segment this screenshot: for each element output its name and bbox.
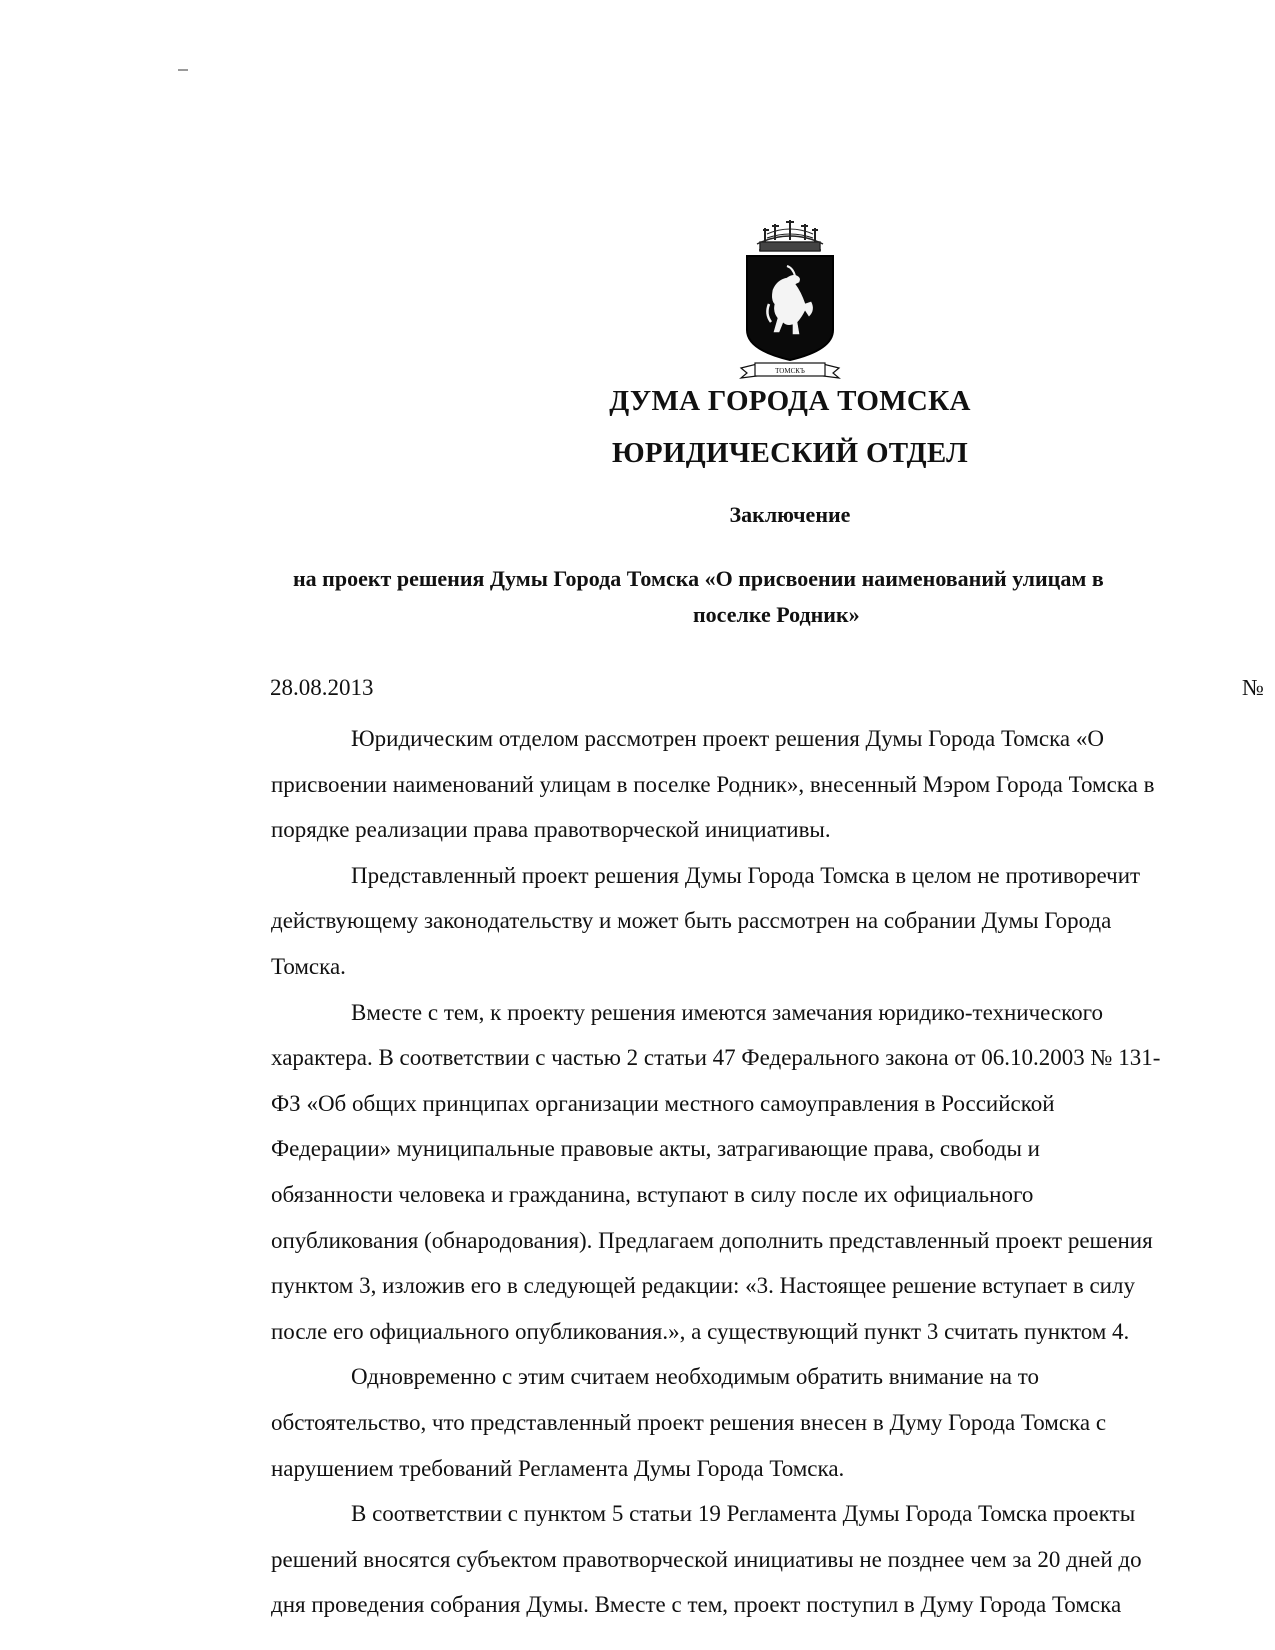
tomsk-coat-of-arms-emblem [735,218,845,381]
emblem-motto: ТОМСКЪ [775,367,805,375]
scan-speck [178,69,188,71]
body-line: ФЗ «Об общих принципах организации местного самоуправления в Российской [271,1090,1055,1116]
body-line: решений вносятся субъектом правотворческой инициативы не позднее чем за 20 дней до [271,1546,1142,1572]
body-line: Представленный проект решения Думы Города Томска в целом не противоречит [351,862,1141,888]
document-date: 28.08.2013 [270,675,374,700]
subject-line: поселке Родник» [693,602,860,627]
body-line: нарушением требований Регламента Думы Города Томска. [271,1455,845,1481]
subject-line: на проект решения Думы Города Томска «О присвоении наименований улицам в [293,566,1104,591]
department-name: ЮРИДИЧЕСКИЙ ОТДЕЛ [611,437,969,469]
body-line: присвоении наименований улицам в поселке Родник», внесенный Мэром Города Томска в [271,771,1155,797]
document-body [271,716,1275,1628]
body-line: после его официального опубликования.», а существующий пункт 3 считать пунктом 4. [271,1318,1130,1344]
body-line: Томска. [271,953,346,979]
body-line: обстоятельство, что представленный проект решения внесен в Думу Города Томска с [271,1409,1107,1435]
body-line: Федерации» муниципальные правовые акты, затрагивающие права, свободы и [271,1136,1040,1162]
document-subject [293,561,1275,633]
document-title: Заключение [729,502,851,527]
body-line: Юридическим отделом рассмотрен проект решения Думы Города Томска «О [351,726,1104,751]
body-line: действующему законодательству и может быть рассмотрен на собрании Думы Города [271,908,1112,934]
body-line: Одновременно с этим считаем необходимым обратить внимание на то [351,1364,1039,1390]
body-line: В соответствии с пунктом 5 статьи 19 Регламента Думы Города Томска проекты [351,1501,1136,1527]
body-line: Вместе с тем, к проекту решения имеются замечания юридико-технического [351,999,1104,1025]
body-line: дня проведения собрания Думы. Вместе с тем, проект поступил в Думу Города Томска [271,1592,1122,1618]
organization-name: ДУМА ГОРОДА ТОМСКА [609,385,971,417]
document-number: № [1242,675,1264,700]
body-line: характера. В соответствии с частью 2 статьи 47 Федерального закона от 06.10.2003 № 131- [271,1045,1161,1071]
body-line: порядке реализации права правотворческой инициативы. [271,817,831,843]
body-line: пунктом 3, изложив его в следующей редакции: «3. Настоящее решение вступает в силу [271,1273,1135,1299]
body-line: обязанности человека и гражданина, вступают в силу после их официального [271,1181,1034,1207]
body-line: опубликования (обнародования). Предлагаем дополнить представленный проект решения [271,1227,1153,1253]
